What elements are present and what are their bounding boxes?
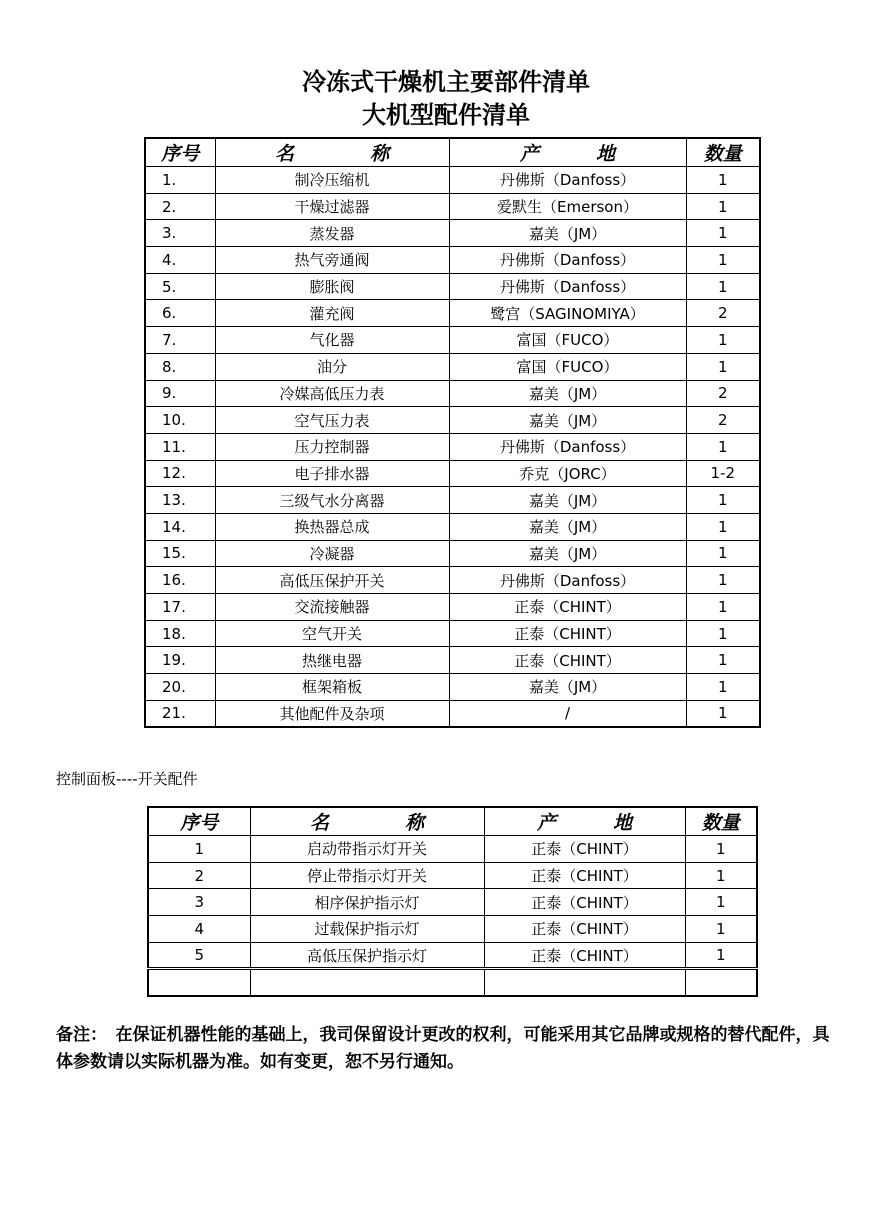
cell-name: 换热器总成 [215,513,449,540]
cell-origin: / [449,700,686,727]
cell-no: 5. [145,273,215,300]
table-row [145,460,760,487]
cell-qty: 2 [686,380,760,407]
cell-qty: 1 [686,567,760,594]
table-row [145,247,760,274]
cell-name: 停止带指示灯开关 [250,862,484,889]
cell-no: 15. [145,540,215,567]
cell-no: 11. [145,433,215,460]
cell-name: 过载保护指示灯 [250,916,484,943]
cell-qty: 1 [686,433,760,460]
table-header-row [148,807,757,836]
cell-name: 电子排水器 [215,460,449,487]
cell-origin: 正泰（CHINT） [484,889,685,916]
cell-origin: 正泰（CHINT） [484,836,685,863]
cell-origin: 乔克（JORC） [449,460,686,487]
cell-qty: 1 [686,193,760,220]
cell-origin: 嘉美（JM） [449,540,686,567]
cell-name: 热继电器 [215,647,449,674]
cell-no: 18. [145,620,215,647]
cell-qty: 1 [685,836,757,863]
cell-origin: 嘉美（JM） [449,513,686,540]
cell-name: 冷凝器 [215,540,449,567]
table-row [145,513,760,540]
cell-origin: 丹佛斯（Danfoss） [449,567,686,594]
cell-name: 制冷压缩机 [215,167,449,194]
cell-qty: 1 [686,513,760,540]
table-row [145,193,760,220]
cell-name: 膨胀阀 [215,273,449,300]
table-row [148,889,757,916]
panel-parts-table [147,806,758,997]
table-row [145,167,760,194]
cell-name: 热气旁通阀 [215,247,449,274]
cell-origin: 正泰（CHINT） [449,620,686,647]
cell-origin: 正泰（CHINT） [484,916,685,943]
cell-qty: 1 [686,594,760,621]
table-row [148,942,757,969]
cell-no: 8. [145,353,215,380]
cell-qty: 1 [686,327,760,354]
cell-no: 2 [148,862,250,889]
cell-origin: 丹佛斯（Danfoss） [449,247,686,274]
cell-name: 压力控制器 [215,433,449,460]
cell-origin: 嘉美（JM） [449,487,686,514]
cell-origin: 嘉美（JM） [449,407,686,434]
table-row [145,353,760,380]
cell-qty: 1 [686,220,760,247]
header-no: 序号 [145,138,215,167]
cell-origin: 富国（FUCO） [449,353,686,380]
cell-name: 交流接触器 [215,594,449,621]
cell-origin: 正泰（CHINT） [449,594,686,621]
cell-origin: 丹佛斯（Danfoss） [449,433,686,460]
cell-qty: 1 [686,540,760,567]
table-row [145,540,760,567]
table-row [148,916,757,943]
cell-name: 空气开关 [215,620,449,647]
cell-origin: 正泰（CHINT） [449,647,686,674]
cell-name: 其他配件及杂项 [215,700,449,727]
table-row [145,273,760,300]
table-row [145,300,760,327]
header-qty: 数量 [685,807,757,836]
table-header-row [145,138,760,167]
cell-origin: 嘉美（JM） [449,220,686,247]
cell-no: 2. [145,193,215,220]
remark-note: 备注： 在保证机器性能的基础上，我司保留设计更改的权利，可能采用其它品牌或规格的替代配件，具体参数请以实际机器为准。如有变更，恕不另行通知。 [56,1025,830,1072]
table-row [145,700,760,727]
cell-no: 20. [145,674,215,701]
cell-origin: 丹佛斯（Danfoss） [449,273,686,300]
cell-qty: 1 [686,273,760,300]
cell-qty: 1 [686,620,760,647]
table-row [145,567,760,594]
cell-no: 1 [148,836,250,863]
cell-qty: 1 [685,942,757,969]
cell-qty: 1 [686,674,760,701]
table-row [145,407,760,434]
cell-no: 14. [145,513,215,540]
cell-name: 启动带指示灯开关 [250,836,484,863]
cell-name: 蒸发器 [215,220,449,247]
header-name: 名 称 [250,807,484,836]
cell-qty: 1 [686,247,760,274]
table-row [145,327,760,354]
cell-no: 10. [145,407,215,434]
cell-name: 冷媒高低压力表 [215,380,449,407]
cell-qty: 1 [686,353,760,380]
section-label: 控制面板----开关配件 [56,770,198,788]
cell-name: 气化器 [215,327,449,354]
cell-origin: 富国（FUCO） [449,327,686,354]
cell-no: 21. [145,700,215,727]
cell-name: 相序保护指示灯 [250,889,484,916]
cell-qty: 2 [686,407,760,434]
cell-origin: 鹭宫（SAGINOMIYA） [449,300,686,327]
cell-no: 7. [145,327,215,354]
cell-no: 3 [148,889,250,916]
empty-cell [148,969,250,996]
cell-name: 灌充阀 [215,300,449,327]
cell-origin: 嘉美（JM） [449,380,686,407]
cell-no: 5 [148,942,250,969]
table-row [145,594,760,621]
empty-row [148,969,757,996]
cell-qty: 1 [686,700,760,727]
cell-no: 17. [145,594,215,621]
cell-origin: 丹佛斯（Danfoss） [449,167,686,194]
main-parts-table [144,137,761,728]
cell-name: 高低压保护开关 [215,567,449,594]
page-title: 冷冻式干燥机主要部件清单 [302,67,590,96]
empty-cell [484,969,685,996]
cell-name: 框架箱板 [215,674,449,701]
table-row [148,862,757,889]
cell-name: 油分 [215,353,449,380]
cell-qty: 1-2 [686,460,760,487]
table-row [145,220,760,247]
header-origin: 产 地 [484,807,685,836]
cell-no: 4 [148,916,250,943]
page-subtitle: 大机型配件清单 [362,100,530,129]
cell-no: 16. [145,567,215,594]
empty-cell [685,969,757,996]
cell-no: 4. [145,247,215,274]
cell-qty: 1 [685,889,757,916]
table-row [145,433,760,460]
cell-no: 3. [145,220,215,247]
header-name: 名 称 [215,138,449,167]
cell-qty: 1 [686,647,760,674]
header-origin: 产 地 [449,138,686,167]
cell-qty: 1 [686,487,760,514]
table-row [145,620,760,647]
cell-no: 13. [145,487,215,514]
cell-no: 1. [145,167,215,194]
cell-no: 9. [145,380,215,407]
cell-name: 干燥过滤器 [215,193,449,220]
cell-origin: 正泰（CHINT） [484,862,685,889]
table-row [145,380,760,407]
cell-qty: 1 [686,167,760,194]
cell-name: 三级气水分离器 [215,487,449,514]
cell-no: 19. [145,647,215,674]
cell-origin: 嘉美（JM） [449,674,686,701]
table-row [145,487,760,514]
cell-no: 6. [145,300,215,327]
cell-origin: 正泰（CHINT） [484,942,685,969]
table-row [145,674,760,701]
cell-qty: 1 [685,862,757,889]
table-row [145,647,760,674]
header-qty: 数量 [686,138,760,167]
cell-name: 高低压保护指示灯 [250,942,484,969]
header-no: 序号 [148,807,250,836]
cell-qty: 1 [685,916,757,943]
table-row [148,836,757,863]
cell-qty: 2 [686,300,760,327]
cell-no: 12. [145,460,215,487]
cell-name: 空气压力表 [215,407,449,434]
empty-cell [250,969,484,996]
cell-origin: 爱默生（Emerson） [449,193,686,220]
